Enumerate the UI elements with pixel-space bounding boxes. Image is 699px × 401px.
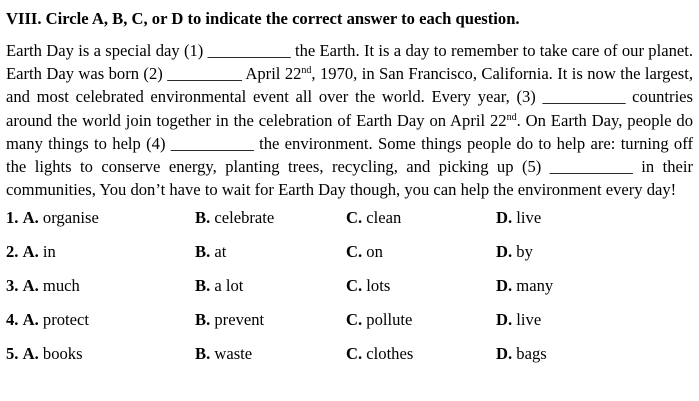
option-d[interactable]	[496, 275, 553, 297]
option-letter: A.	[22, 344, 39, 364]
option-letter: A.	[22, 208, 39, 228]
question-number: 3.	[6, 276, 19, 296]
option-letter: C.	[346, 310, 363, 330]
option-text: bags	[516, 344, 547, 364]
question-row-1	[6, 207, 693, 241]
option-c[interactable]	[346, 241, 383, 263]
question-number: 5.	[6, 344, 19, 364]
option-letter: A.	[22, 242, 39, 262]
option-text: lots	[366, 276, 391, 296]
option-letter: D.	[496, 344, 513, 364]
option-a[interactable]	[6, 241, 56, 263]
option-letter: B.	[195, 344, 211, 364]
passage-text: April 22	[245, 64, 302, 84]
option-letter: D.	[496, 276, 513, 296]
option-b[interactable]	[195, 275, 243, 297]
blank-2: _________	[167, 64, 242, 84]
question-number: 2.	[6, 242, 19, 262]
option-c[interactable]	[346, 309, 412, 331]
option-text: many	[516, 276, 554, 296]
option-b[interactable]	[195, 309, 264, 331]
option-letter: C.	[346, 242, 363, 262]
option-text: prevent	[214, 310, 265, 330]
option-d[interactable]	[496, 343, 547, 365]
section-title: VIII. Circle A, B, C, or D to indicate the correct answer to each question.	[6, 9, 520, 28]
option-text: pollute	[366, 310, 413, 330]
superscript: nd	[301, 65, 312, 77]
option-letter: B.	[195, 208, 211, 228]
passage	[6, 39, 693, 201]
answer-options	[6, 207, 693, 377]
option-text: live	[516, 310, 542, 330]
question-number: 1.	[6, 208, 19, 228]
option-text: books	[42, 344, 83, 364]
question-row-4	[6, 309, 693, 343]
superscript: nd	[506, 111, 517, 123]
option-letter: B.	[195, 310, 211, 330]
option-text: on	[366, 242, 383, 262]
option-d[interactable]	[496, 241, 533, 263]
option-letter: A.	[22, 310, 39, 330]
option-b[interactable]	[195, 241, 226, 263]
option-text: protect	[42, 310, 89, 330]
option-letter: B.	[195, 242, 211, 262]
option-d[interactable]	[496, 207, 541, 229]
option-a[interactable]	[6, 343, 83, 365]
option-letter: A.	[22, 276, 39, 296]
option-letter: C.	[346, 344, 363, 364]
option-text: much	[42, 276, 80, 296]
option-letter: C.	[346, 208, 363, 228]
option-text: clean	[366, 208, 402, 228]
option-a[interactable]	[6, 275, 80, 297]
option-b[interactable]	[195, 207, 274, 229]
blank-3: __________	[542, 87, 626, 107]
option-text: organise	[42, 208, 99, 228]
blank-1: __________	[207, 41, 291, 60]
passage-text: . On Earth Day, people do many things to help (4)	[6, 110, 693, 153]
question-number: 4.	[6, 310, 19, 330]
option-a[interactable]	[6, 309, 89, 331]
option-text: celebrate	[214, 208, 275, 228]
question-row-5	[6, 343, 693, 377]
blank-5: __________	[549, 157, 633, 177]
option-text: a lot	[214, 276, 244, 296]
option-letter: D.	[496, 208, 513, 228]
option-c[interactable]	[346, 207, 401, 229]
option-letter: D.	[496, 310, 513, 330]
passage-text: , 1970, in San Francisco, California. It is now the largest, and most celebrated environmental event all over the world. Every year, (3)	[6, 64, 694, 107]
question-row-2	[6, 241, 693, 275]
passage-text: countries around the world join together in the celebration of Earth Day on April 22	[6, 87, 693, 130]
passage-text: the Earth. It is a day to remember to take care of our planet. Earth Day was born (2)	[6, 41, 693, 84]
question-row-3	[6, 275, 693, 309]
passage-text: Earth Day is a special day (1)	[6, 41, 204, 60]
option-text: by	[516, 242, 533, 262]
option-letter: D.	[496, 242, 513, 262]
option-a[interactable]	[6, 207, 99, 229]
option-text: at	[214, 242, 227, 262]
option-letter: C.	[346, 276, 363, 296]
option-d[interactable]	[496, 309, 541, 331]
option-text: clothes	[366, 344, 414, 364]
option-letter: B.	[195, 276, 211, 296]
option-text: live	[516, 208, 542, 228]
option-text: waste	[214, 344, 253, 364]
passage-text: the environment. Some things people do to help are: turning off the lights to conserve energy, planting trees, recycling, and picking up (5)	[6, 133, 693, 177]
option-b[interactable]	[195, 343, 252, 365]
blank-4: __________	[170, 133, 254, 153]
option-text: in	[42, 242, 56, 262]
option-c[interactable]	[346, 275, 390, 297]
passage-text: in their communities, You don’t have to wait for Earth Day though, you can help the environment every day!	[6, 157, 693, 200]
option-c[interactable]	[346, 343, 413, 365]
